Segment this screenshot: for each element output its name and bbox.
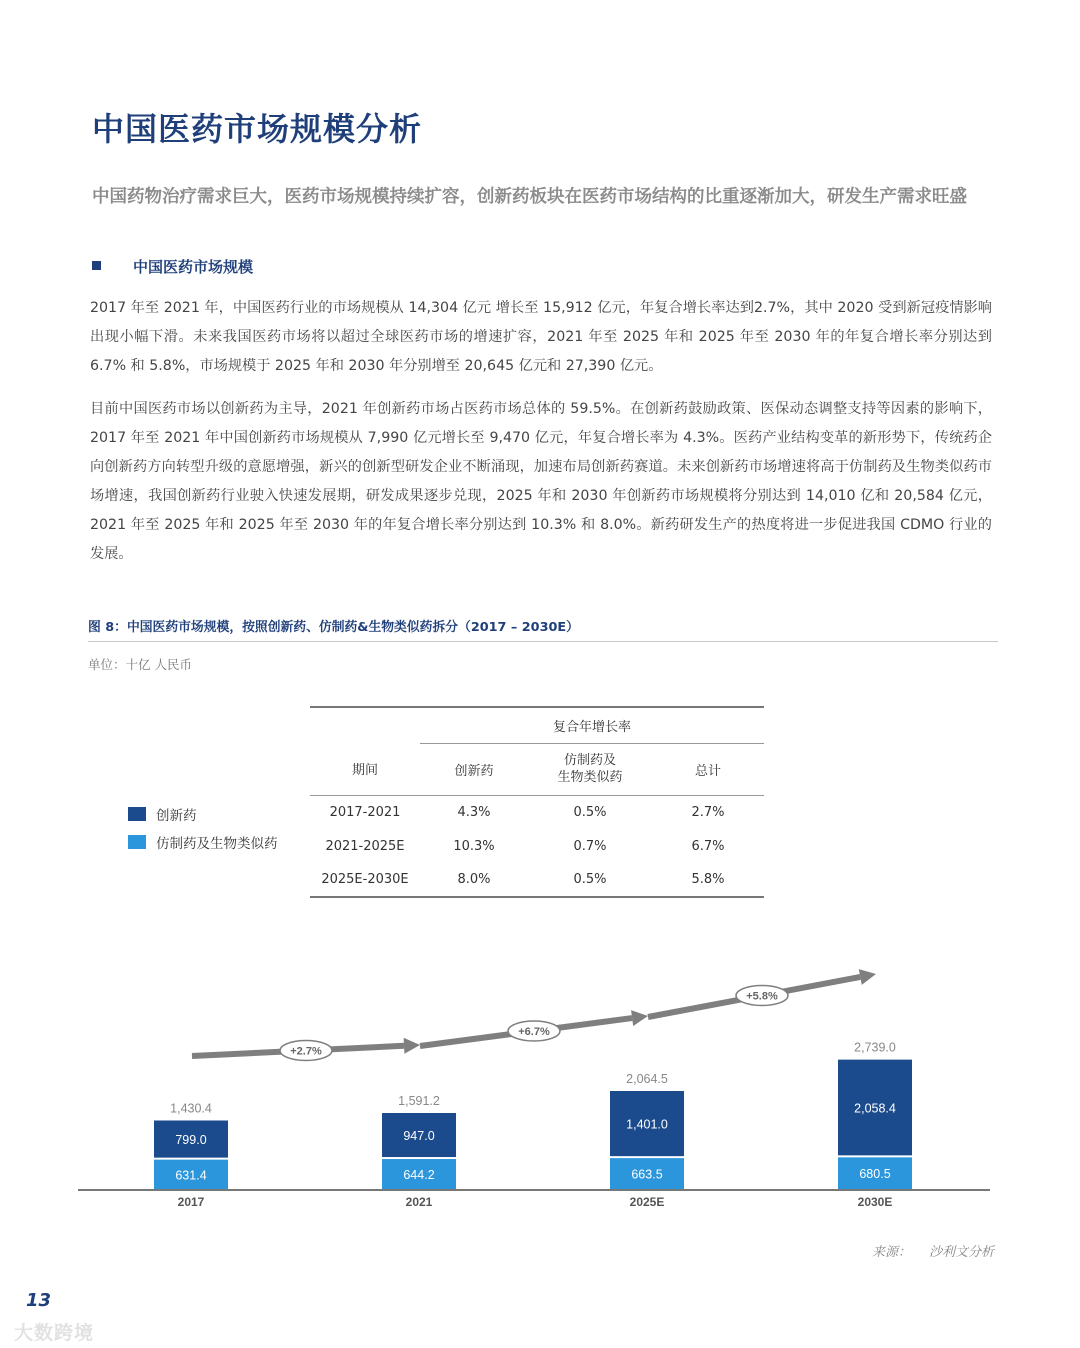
value-label-generic: 680.5 [859, 1167, 891, 1182]
square-bullet-icon [92, 261, 101, 270]
paragraph-market-size: 2017 年至 2021 年，中国医药行业的市场规模从 14,304 亿元 增长至 15,912 亿元，年复合增长率达到2.7%，其中 2020 受到新冠疫情影响出现小幅下滑。未来我国医药市场将以超过全球医药市场的增速扩容，2021 年至 2025 年和 2025 年至 2030 年的年复合增长率分别达到 6.7% 和 5.8%，市场规模于 2025 年和 2030 年分别增至 20,645 亿元和 27,390 亿元。 [90, 300, 992, 374]
cell-period: 2017-2021 [329, 804, 401, 820]
cell-generic: 0.7% [573, 838, 607, 854]
cell-total: 6.7% [691, 838, 725, 854]
growth-trend-layer [192, 969, 876, 1060]
value-label-innovative: 799.0 [175, 1133, 207, 1148]
col-header-generic-line2: 生物类似药 [557, 770, 623, 785]
total-label: 1,591.2 [398, 1094, 440, 1109]
cagr-table [310, 706, 764, 898]
source-text: 沙利文分析 [929, 1245, 995, 1260]
growth-label: +2.7% [290, 1045, 322, 1058]
subtitle: 中国药物治疗需求巨大，医药市场规模持续扩容，创新药板块在医药市场结构的比重逐渐加大，研发生产需求旺盛 [92, 187, 967, 207]
total-label: 2,064.5 [626, 1072, 668, 1087]
page-title: 中国医药市场规模分析 [92, 110, 423, 148]
cell-total: 2.7% [691, 804, 725, 820]
value-label-innovative: 2,058.4 [854, 1101, 896, 1116]
value-label-innovative: 947.0 [403, 1129, 435, 1144]
col-header-period: 期间 [351, 763, 378, 779]
table-row [310, 795, 764, 829]
figure-divider [88, 641, 998, 642]
value-label-generic: 644.2 [403, 1168, 435, 1183]
section-heading [92, 256, 253, 277]
growth-arrow-head-icon [859, 969, 876, 985]
cell-generic: 0.5% [573, 804, 607, 820]
x-tick-label: 2030E [857, 1195, 893, 1209]
table-row [310, 863, 764, 897]
cell-total: 5.8% [691, 872, 725, 887]
table-row [310, 829, 764, 863]
growth-label: +6.7% [518, 1026, 550, 1038]
x-tick-label: 2021 [405, 1195, 433, 1209]
cell-innovative: 8.0% [457, 872, 491, 887]
col-header-innovative: 创新药 [454, 763, 494, 779]
stacked-bar-chart [0, 950, 1080, 1220]
growth-arrow-head-icon [404, 1038, 420, 1054]
source-note [872, 1241, 994, 1260]
legend-swatch-generic [128, 835, 146, 849]
cagr-group-header: 复合年增长率 [420, 707, 764, 743]
unit-label: 单位：十亿 人民币 [88, 657, 192, 672]
watermark-logo: 大数跨境 [14, 1322, 95, 1344]
total-label: 2,739.0 [854, 1040, 896, 1055]
value-label-generic: 631.4 [175, 1168, 207, 1183]
section-heading-text: 中国医药市场规模 [133, 258, 254, 276]
x-tick-label: 2025E [629, 1195, 665, 1209]
legend-swatch-innovative [128, 807, 146, 821]
cell-generic: 0.5% [573, 872, 607, 887]
col-header-total: 总计 [694, 763, 721, 779]
figure-title: 图 8：中国医药市场规模，按照创新药、仿制药&生物类似药拆分（2017 – 2030E） [88, 620, 579, 635]
x-tick-label: 2017 [177, 1195, 205, 1209]
cell-period: 2021-2025E [325, 838, 405, 854]
col-header-generic-line1: 仿制药及 [563, 753, 616, 768]
value-label-innovative: 1,401.0 [626, 1117, 668, 1132]
legend-label-generic: 仿制药及生物类似药 [156, 836, 278, 852]
total-label: 1,430.4 [170, 1101, 212, 1116]
growth-label: +5.8% [746, 990, 778, 1003]
bar-layer [78, 1060, 990, 1190]
growth-arrow-head-icon [631, 1010, 648, 1026]
legend-item-innovative [128, 800, 278, 828]
cell-innovative: 10.3% [453, 838, 495, 854]
col-header-generic [528, 743, 652, 795]
cell-period: 2025E-2030E [321, 872, 409, 887]
chart-legend [128, 800, 278, 856]
legend-label-innovative: 创新药 [156, 808, 197, 824]
cell-innovative: 4.3% [457, 804, 491, 820]
source-label: 来源： [872, 1245, 912, 1260]
legend-item-generic [128, 828, 278, 856]
paragraph-innovative-drugs: 目前中国医药市场以创新药为主导，2021 年创新药市场占医药市场总体的 59.5%。在创新药鼓励政策、医保动态调整支持等因素的影响下，2017 年至 2021 年中国创新药市场规模从 7,990 亿元增长至 9,470 亿元，年复合增长率为 4.3%。医药产业结构变革的新形势下，传统药企向创新药方向转型升级的意愿增强，新兴的创新型研发企业不断涌现，加速布局创新药赛道。未来创新药市场增速将高于仿制药及生物类似药市场增速，我国创新药行业驶入快速发展期，研发成果逐步兑现，2025 年和 2030 年创新药市场规模将分别达到 14,010 亿和 20,584 亿元，2021 年至 2025 年和 2025 年至 2030 年的年复合增长率分别达到 10.3% 和 8.0%。新药研发生产的热度将进一步促进我国 CDMO 行业的发展。 [90, 401, 992, 562]
label-layer [170, 1041, 896, 1209]
page-number: 13 [26, 1290, 52, 1311]
value-label-generic: 663.5 [631, 1167, 663, 1182]
